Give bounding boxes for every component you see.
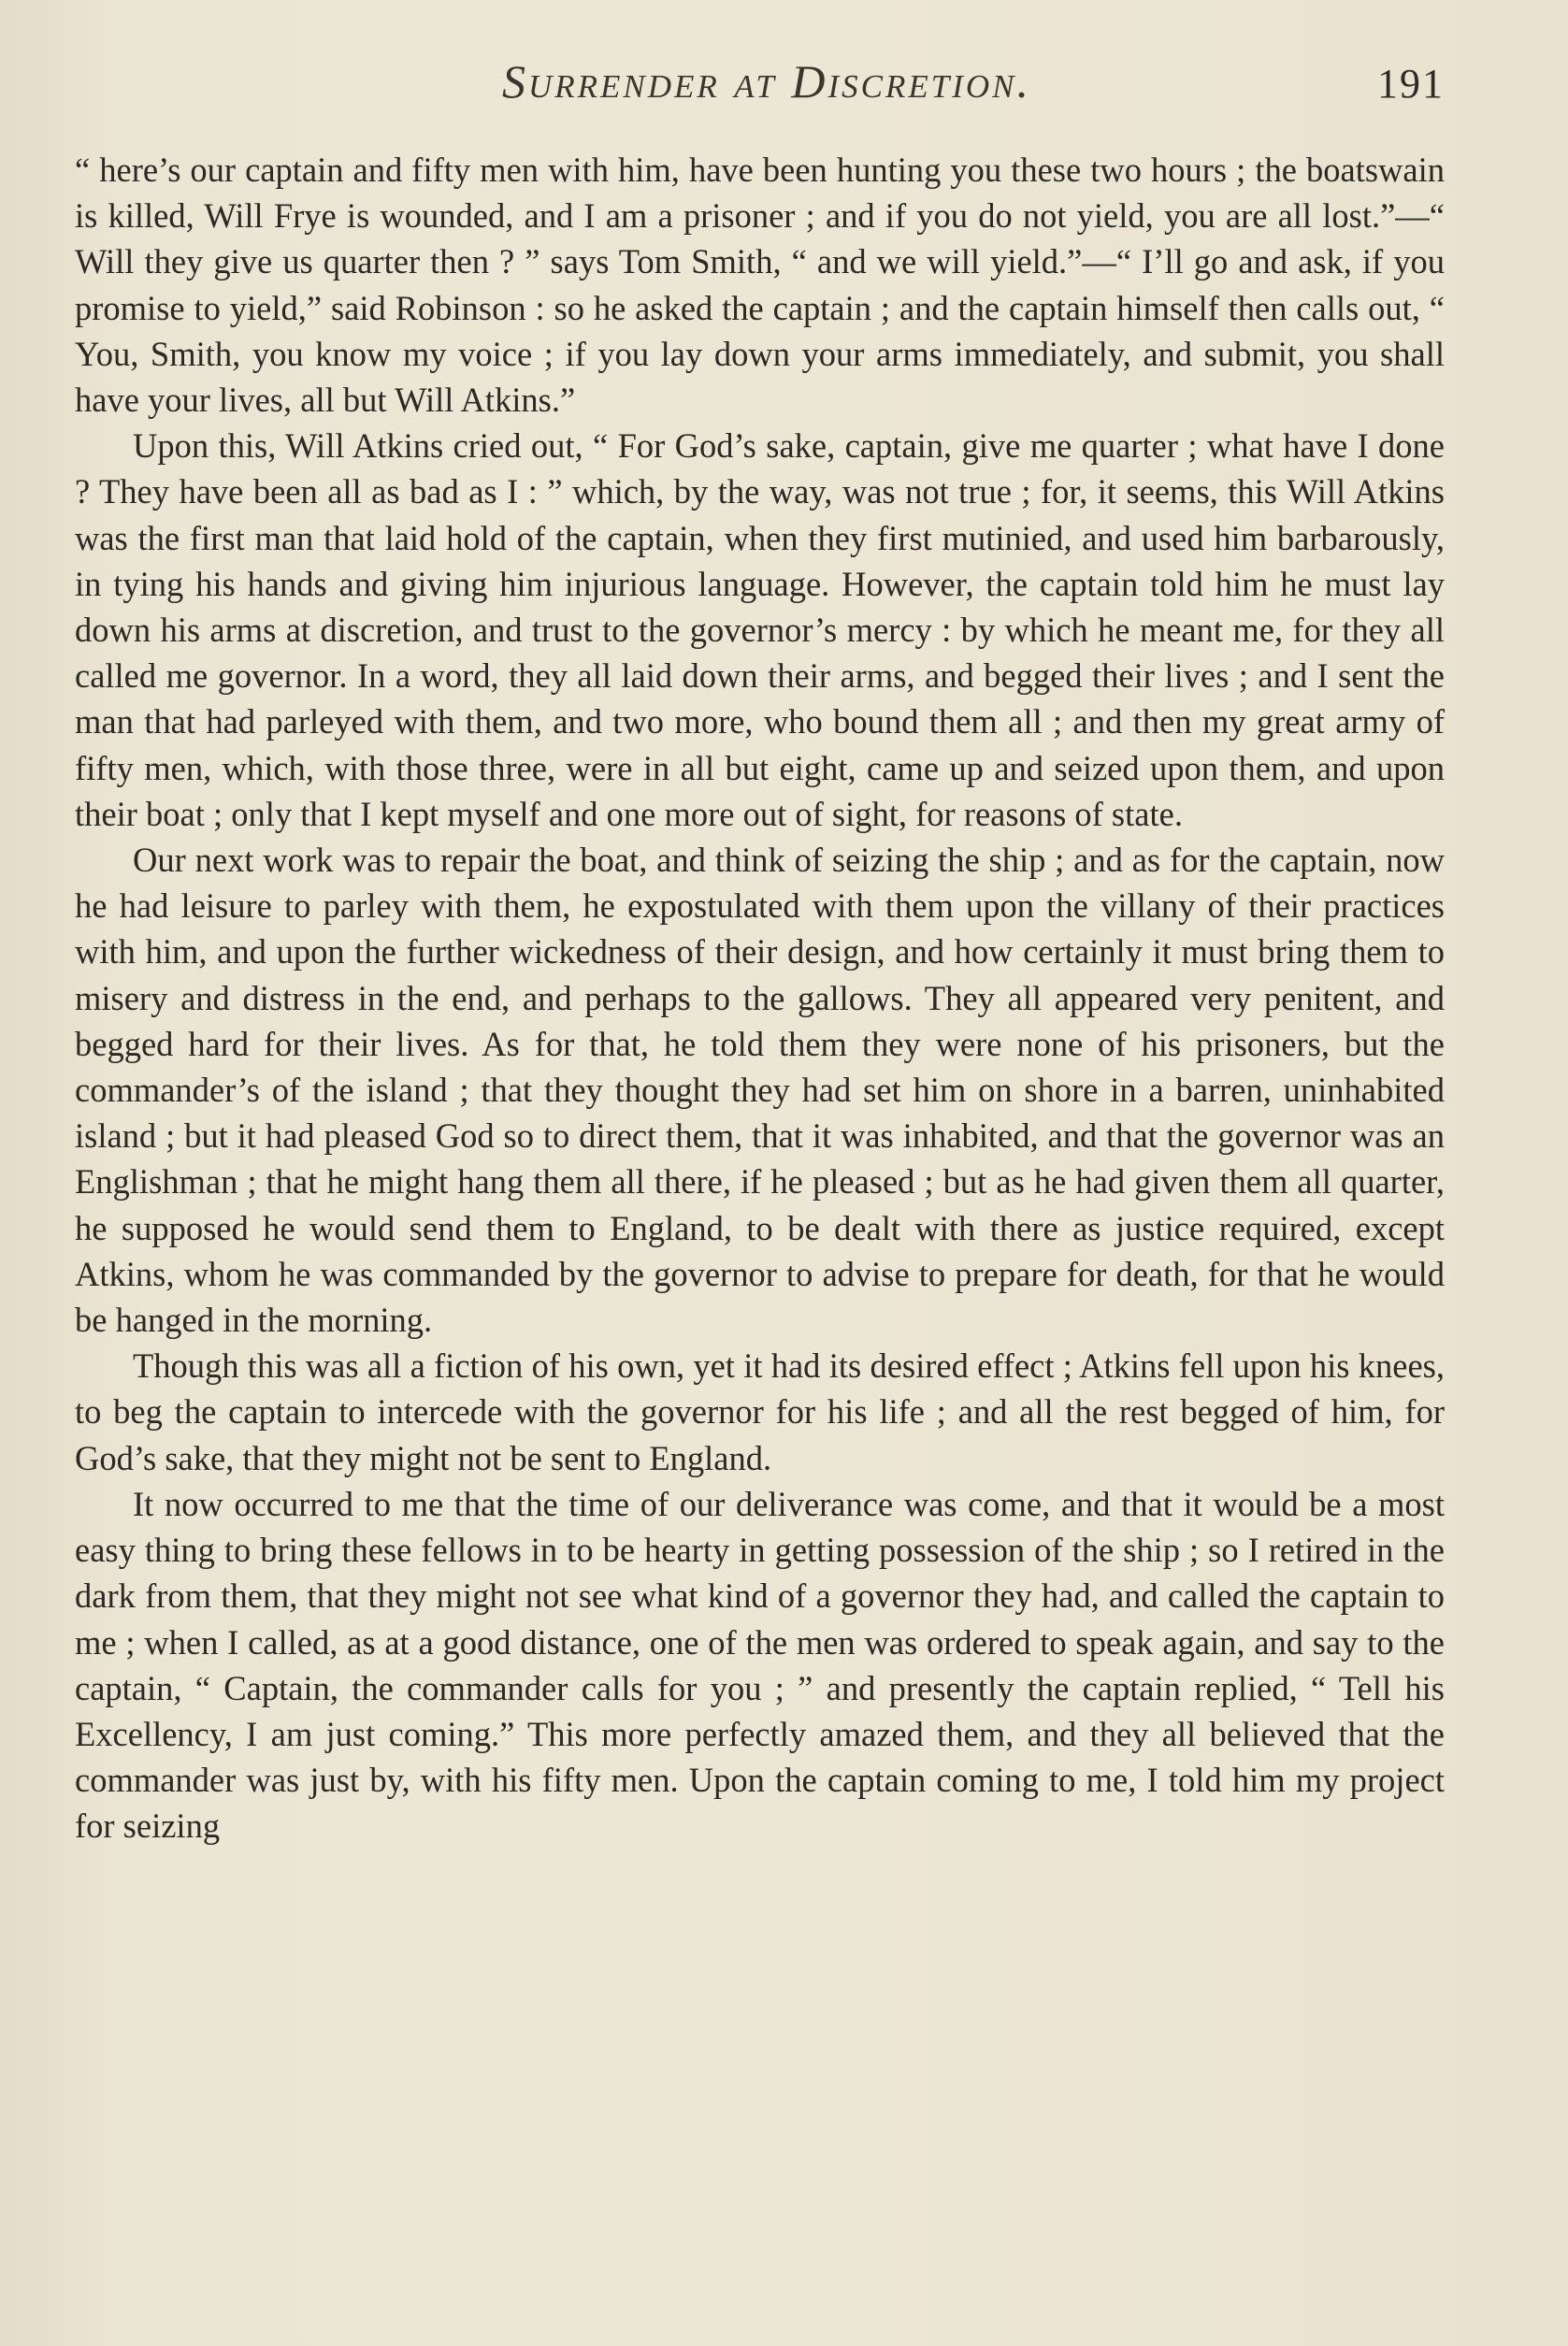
running-title: Surrender at Discretion.	[502, 55, 1031, 108]
paragraph-5: It now occurred to me that the time of our deliverance was come, and that it would be a most easy thing to bring these fellows in to be hearty in getting possession of the ship ; so I retired in the dark from them, that they might not see what kind of a governor they had, and called the captain to me ; when I called, as at a good distance, one of the men was ordered to speak again, and say to the captain, “ Captain, the commander calls for you ; ” and presently the captain replied, “ Tell his Excellency, I am just coming.” This more perfectly amazed them, and they all believed that the commander was just by, with his fifty men. Upon the captain coming to me, I told him my project for seizing	[75, 1484, 1445, 1846]
paragraph-1: “ here’s our captain and fifty men with him, have been hunting you these two hours ; the boatswain is killed, Will Frye is wounded, and I am a prisoner ; and if you do not yield, you are all lost.”—“ Will they give us quarter then ? ” says Tom Smith, “ and we will yield.”—“ I’ll go and ask, if you promise to yield,” said Robinson : so he asked the captain ; and the captain himself then calls out, “ You, Smith, you know my voice ; if you lay down your arms immediately, and submit, you shall have your lives, all but Will Atkins.”	[75, 151, 1445, 420]
paragraph-2: Upon this, Will Atkins cried out, “ For God’s sake, captain, give me quarter ; what have I done ? They have been all as bad as I : ” which, by the way, was not true ; for, it seems, this Will Atkins was the first man that laid hold of the captain, when they first mutinied, and used him barbarously, in tying his hands and giving him injurious language. However, the captain told him he must lay down his arms at discretion, and trust to the governor’s mercy : by which he meant me, for they all called me governor. In a word, they all laid down their arms, and begged their lives ; and I sent the man that had parleyed with them, and two more, who bound them all ; and then my great army of fifty men, which, with those three, were in all but eight, came up and seized upon them, and upon their boat ; only that I kept myself and one more out of sight, for reasons of state.	[75, 426, 1445, 833]
body-text	[75, 147, 1445, 1849]
page-number: 191	[1377, 61, 1445, 107]
paragraph-3: Our next work was to repair the boat, and think of seizing the ship ; and as for the captain, now he had leisure to parley with them, he expostulated with them upon the villany of their practices with him, and upon the further wickedness of their design, and how certainly it must bring them to misery and distress in the end, and perhaps to the gallows. They all appeared very penitent, and begged hard for their lives. As for that, he told them they were none of his prisoners, but the commander’s of the island ; that they thought they had set him on shore in a barren, uninhabited island ; but it had pleased God so to direct them, that it was inhabited, and that the governor was an Englishman ; that he might hang them all there, if he pleased ; but as he had given them all quarter, he supposed he would send them to England, to be dealt with there as justice required, except Atkins, whom he was commanded by the governor to advise to prepare for death, for that he would be hanged in the morning.	[75, 841, 1445, 1340]
paragraph-4: Though this was all a fiction of his own, yet it had its desired effect ; Atkins fell upon his knees, to beg the captain to intercede with the governor for his life ; and all the rest begged of him, for God’s sake, that they might not be sent to England.	[75, 1346, 1445, 1477]
running-head	[0, 54, 1568, 110]
